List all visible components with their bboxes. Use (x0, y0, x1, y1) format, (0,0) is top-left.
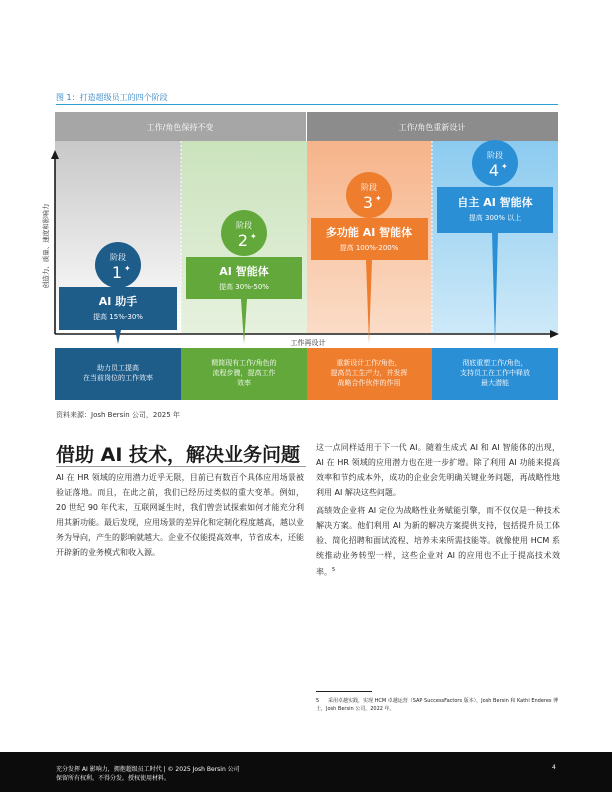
stage1-badge-word: 阶段 (110, 253, 126, 262)
figure-title: 图 1：打造超级员工的四个阶段 (56, 93, 168, 102)
section-heading: 借助 AI 技术，解决业务问题 (56, 444, 301, 466)
stage2-name: AI 智能体 (219, 265, 269, 278)
stage4-gain: 提高 300% 以上 (468, 214, 522, 222)
stage1-desc-line: 在当前岗位的工作效率 (83, 374, 153, 382)
sparkle-icon: ✦ (375, 194, 382, 203)
footer-title: 充分发挥 AI 影响力，拥抱超级员工时代 | © 2025 Josh Bersin 公司 (56, 766, 240, 773)
stage3-desc-line: 重新设计工作/角色， (336, 359, 402, 367)
stage4-desc-line: 最大潜能 (481, 379, 509, 387)
stages-figure (18, 112, 578, 412)
body-paragraph-3 (316, 503, 560, 580)
stage2-box (186, 257, 302, 299)
footnote-ref[interactable]: 5 (332, 567, 336, 573)
footnote-number: 5 (316, 698, 320, 704)
band-unchanged-label: 工作/角色保持不变 (146, 123, 214, 132)
footnote-text: 采用卓越实践，实现 HCM 卓越运营（SAP SuccessFactors 版本），Josh Bersin 和 Kathi Enderes 博士，Josh Bersin 公司，2022 年。 (316, 698, 559, 712)
heading-rule (56, 466, 306, 467)
stage1-gain: 提高 15%-30% (93, 313, 143, 321)
stage2-gain: 提高 30%-50% (219, 283, 269, 291)
stage1-box (59, 287, 177, 330)
stage2-badge-word: 阶段 (236, 221, 252, 230)
stage2-desc-line: 精简现有工作/角色的 (211, 359, 277, 367)
y-axis-label: 创造力、质量、速度和影响力 (42, 203, 50, 289)
sparkle-icon: ✦ (501, 162, 508, 171)
stage3-name: 多功能 AI 智能体 (325, 226, 413, 239)
paragraph-3-text: 高绩效企业将 AI 定位为战略性业务赋能引擎，而不仅仅是一种技术解决方案。他们利用 AI 为新的解决方案提供支持，包括提升员工体验、简化招聘和面试流程、培养未来所需技能等。就像使用 HCM 系统推动业务转型一样，这些企业对 AI 的应用也不止于提高技术效率。 (316, 506, 560, 577)
body-paragraph-2: 这一点同样适用于下一代 AI。随着生成式 AI 和 AI 智能体的出现，AI 在 HR 领域的应用潜力也在进一步扩增。除了利用 AI 功能来提高效率和节约成本外，成功的企业会先明确关键业务问题，再战略性地利用 AI 解决这些问题。 (316, 443, 560, 497)
stage3-box (311, 218, 428, 260)
stage3-desc-line: 战略合作伙伴的作用 (337, 379, 401, 387)
stage3-gain: 提高 100%-200% (339, 244, 399, 252)
stage4-badge-word: 阶段 (487, 151, 503, 160)
figure-title-rule (56, 104, 558, 105)
band-redesigned-label: 工作/角色重新设计 (398, 123, 466, 132)
stage2-badge-num: 2 (237, 231, 249, 250)
stage4-desc-line: 支持员工在工作中释放 (460, 369, 530, 377)
sparkle-icon: ✦ (124, 264, 131, 273)
stage1-pointer (115, 330, 121, 344)
stage4-badge-num: 4 (488, 161, 500, 180)
stage4-desc-line: 彻底重塑工作/角色， (462, 359, 528, 367)
stage2-desc-line: 效率 (237, 379, 251, 387)
stage1-name: AI 助手 (98, 295, 138, 308)
stage2-desc-line: 流程步骤，提高工作 (212, 369, 276, 377)
figure-source: 资料来源：Josh Bersin 公司，2025 年 (56, 411, 180, 419)
stage1-badge-num: 1 (111, 263, 123, 282)
stage3-desc-line: 提高员工生产力，并发挥 (330, 369, 408, 377)
page-number: 4 (552, 764, 556, 771)
body-paragraph-1: AI 在 HR 领域的应用潜力近乎无限，目前已有数百个具体应用场景被验证落地。而且，在此之前，我们已经历过类似的重大变革。例如，20 世纪 90 年代末，互联网诞生时，我们曾尝试探索如何才能充分利用其新功能。最后发现，应用场景的差异化和定制化程度越高，越以业务为导向，产生的影响就越大。企业不仅能提高效率，节省成本，还能开辟新的业务模式和收入源。 (56, 473, 304, 557)
stage1-desc-line: 助力员工提高 (97, 364, 139, 372)
stage3-badge-word: 阶段 (361, 183, 377, 192)
footnote (316, 697, 564, 713)
stage4-box (437, 187, 553, 233)
footer-rights: 保留所有权利。不得分发。授权使用材料。 (56, 775, 171, 782)
footnote-rule (316, 691, 372, 692)
sparkle-icon: ✦ (250, 232, 257, 241)
stage4-name: 自主 AI 智能体 (457, 196, 533, 209)
stage3-badge-num: 3 (362, 193, 374, 212)
x-axis-label: 工作再设计 (290, 339, 326, 347)
